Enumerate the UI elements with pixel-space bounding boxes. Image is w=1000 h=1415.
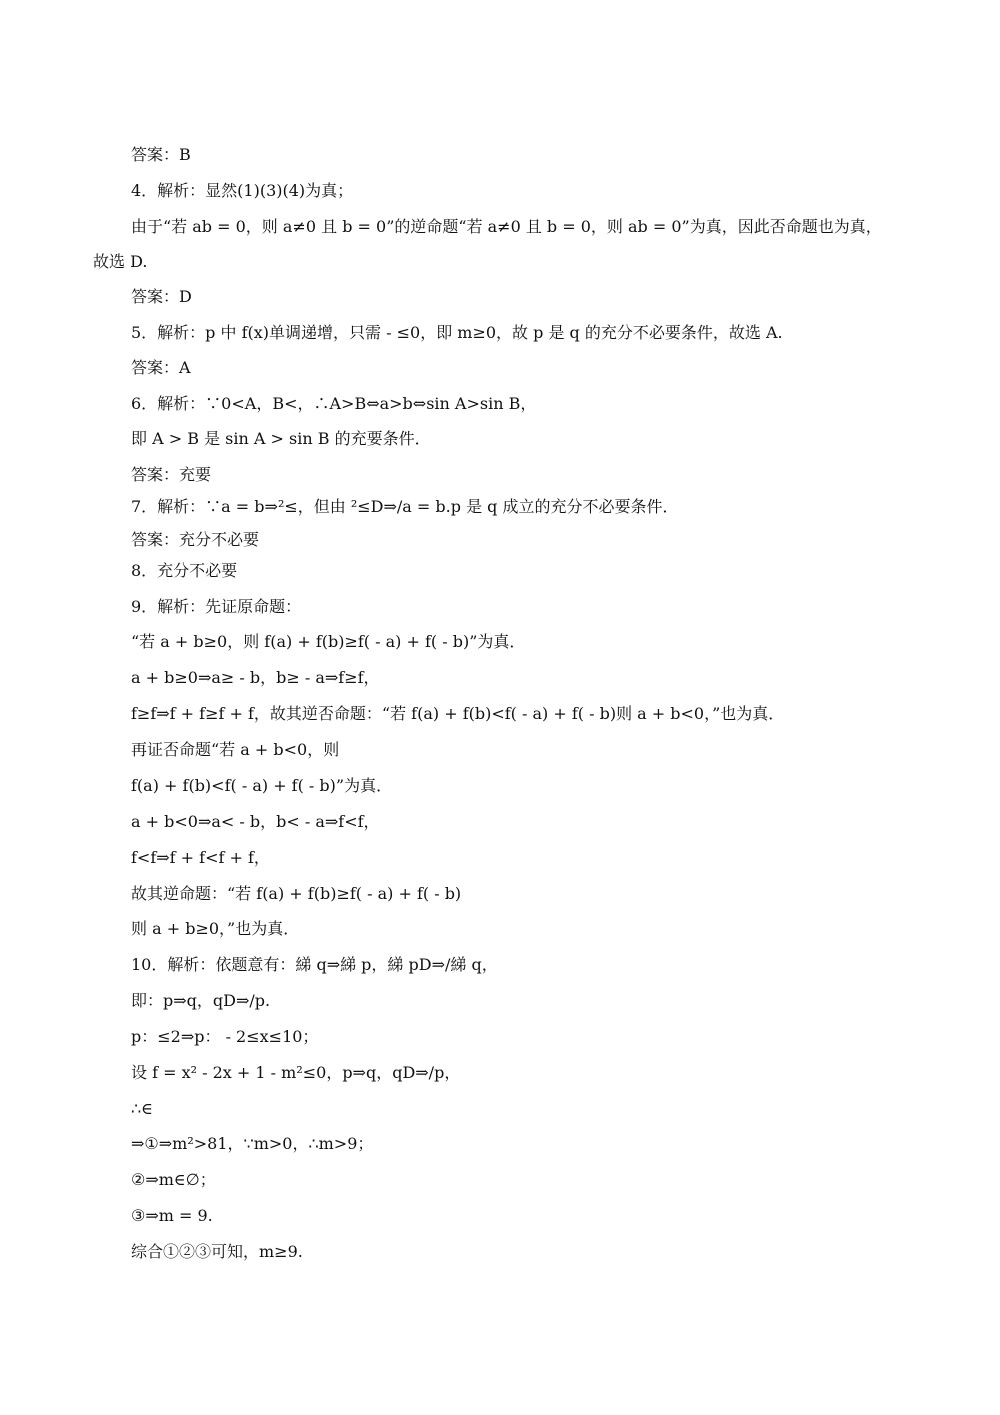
text-line: 5．解析：p 中 f(x)单调递增，只需 - ≤0，即 m≥0，故 p 是 q 的充分不必要条件，故选 A. — [131, 323, 783, 342]
text-line: 综合①②③可知，m≥9. — [131, 1242, 303, 1261]
text-line: 4．解析：显然(1)(3)(4)为真； — [131, 181, 354, 200]
text-line: 答案：充要 — [131, 465, 212, 484]
text-line: a + b≥0⇒a≥ - b，b≥ - a⇒f≥f， — [131, 668, 380, 687]
text-line: 6．解析：∵0<A，B<，∴A>B⇔a>b⇔sin A>sin B， — [131, 394, 537, 413]
text-line: 8．充分不必要 — [131, 561, 238, 580]
text-line: f<f⇒f + f<f + f， — [131, 848, 270, 867]
text-line: 10．解析：依题意有：綈 q⇒綈 p，綈 pD⇒/綈 q， — [131, 955, 498, 974]
text-line: 答案：B — [131, 145, 191, 164]
text-line: ②⇒m∈∅； — [131, 1170, 216, 1189]
text-line: a + b<0⇒a< - b，b< - a⇒f<f， — [131, 812, 380, 831]
text-line: 即 A > B 是 sin A > sin B 的充要条件． — [131, 429, 431, 448]
text-line: 7．解析：∵a = b⇒²≤，但由 ²≤D⇒/a = b.p 是 q 成立的充分不必要条件． — [131, 497, 679, 516]
text-line: 故选 D. — [93, 252, 148, 271]
text-line: ③⇒m = 9. — [131, 1206, 213, 1225]
text-line: p：≤2⇒p： - 2≤x≤10； — [131, 1027, 319, 1046]
text-line: 则 a + b≥0，”也为真． — [131, 919, 300, 938]
text-line: 再证否命题“若 a + b<0，则 — [131, 740, 340, 759]
text-line: 故其逆命题：“若 f(a) + f(b)≥f( - a) + f( - b) — [131, 884, 462, 903]
text-line: 答案：A — [131, 358, 191, 377]
text-line: 答案：充分不必要 — [131, 530, 260, 549]
text-line: 即：p⇒q，qD⇒/p. — [131, 991, 271, 1010]
text-line: ⇒①⇒m²>81，∵m>0，∴m>9； — [131, 1134, 374, 1153]
text-line: 由于“若 ab = 0，则 a≠0 且 b = 0”的逆命题“若 a≠0 且 b = 0，则 ab = 0”为真，因此否命题也为真， — [131, 217, 882, 236]
text-line: 答案：D — [131, 287, 192, 306]
text-line: 设 f = x² - 2x + 1 - m²≤0，p⇒q，qD⇒/p， — [131, 1063, 461, 1082]
text-line: f≥f⇒f + f≥f + f，故其逆否命题：“若 f(a) + f(b)<f( - a) + f( - b)则 a + b<0，”也为真． — [131, 704, 785, 723]
text-line: f(a) + f(b)<f( - a) + f( - b)”为真． — [131, 776, 393, 795]
text-line: “若 a + b≥0，则 f(a) + f(b)≥f( - a) + f( - b)”为真． — [131, 632, 526, 651]
text-line: ∴∈ — [131, 1099, 154, 1118]
text-line: 9．解析：先证原命题： — [131, 597, 302, 616]
